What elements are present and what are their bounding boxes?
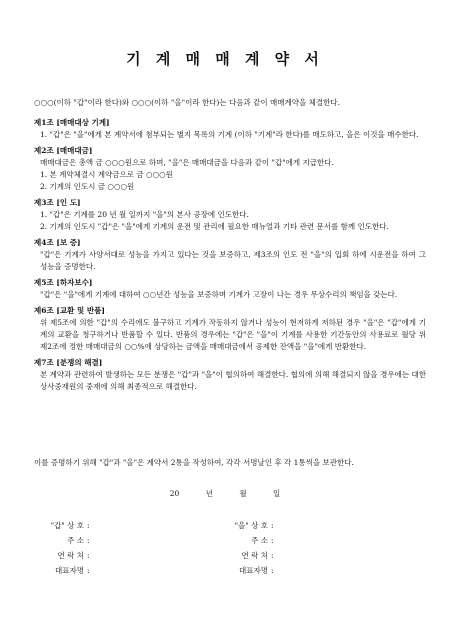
- document-title: 기 계 매 매 계 약 서: [126, 50, 324, 68]
- article-1-heading: 제1조 [매매대상 기계]: [34, 118, 110, 127]
- article-4-line-1: "갑"은 기계가 사양서대로 성능을 가지고 있다는 것을 보증하고, 제3조의 인도 전 "을"의 입회 하에 시운전을 하여 그 성능을 증명한다.: [40, 250, 426, 271]
- party-b-row: 대표자명 :: [218, 563, 274, 578]
- party-a-row: 대표자명 :: [34, 563, 90, 578]
- party-a-signature-block: [34, 518, 90, 578]
- party-b-contact-label: 연 락 처: [241, 551, 268, 560]
- article-4-heading: 제4조 [보 증]: [34, 238, 81, 247]
- article-5-line-1: "갑"은 "을"에게 기계에 대하여 ○○년간 성능을 보증하며 기계가 고장이 나는 경우 무상수리의 책임을 갖는다.: [40, 290, 398, 299]
- party-b-company-label: "을" 상 호: [234, 521, 268, 530]
- article-3-heading: 제3조 [인 도]: [34, 198, 81, 207]
- date-month-unit: 월: [239, 489, 247, 498]
- articles-body: [34, 113, 426, 393]
- party-a-representative-label: 대표자명: [55, 566, 84, 575]
- article-5-heading: 제5조 [하자보수]: [34, 278, 93, 287]
- article-6-line-1: 위 제5조에 의한 "갑"의 수리에도 불구하고 기계가 작동하지 않거나 성능이 현저하게 저하된 경우 "을"은 "갑"에게 기계의 교환을 청구하거나 반품할 수 있다. 반품의 경우에는 "갑"은 "을"이 기계를 사용한 기간동안의 사용료로 월당 위 제2조에 정한 매매대금의 ○○%에 상당하는 금액을 매매대금에서 공제한 잔액을 "을"에게 반환한다.: [40, 318, 426, 351]
- date-year-unit: 년: [205, 489, 213, 498]
- party-b-row: 주 소 :: [218, 533, 274, 548]
- article-2-heading: 제2조 [매매대금]: [34, 146, 93, 155]
- party-b-signature-block: [218, 518, 274, 578]
- party-b-row: 연 락 처 :: [218, 548, 274, 563]
- article-1-line-1: 1. "갑"은 "을"에게 본 계약서에 첨부되는 별지 목록의 기계 (이하 "기계"라 한다)를 매도하고, 을은 이것을 매수한다.: [40, 130, 419, 139]
- party-b-address-label: 주 소: [251, 536, 268, 545]
- article-2-line-1: 매매대금은 총액 금 ○○○원으로 하며, "을"은 매매대금을 다음과 같이 "갑"에게 지급한다.: [40, 158, 334, 167]
- article-2-line-3: 2. 기계의 인도시 금 ○○○원: [40, 182, 135, 191]
- signing-date: [0, 488, 450, 499]
- date-day-unit: 일: [272, 489, 281, 498]
- article-6-heading: 제6조 [교환 및 반품]: [34, 306, 105, 315]
- party-a-row: 연 락 처 :: [34, 548, 90, 563]
- party-a-row: "갑" 상 호 :: [34, 518, 90, 533]
- party-a-company-label: "갑" 상 호: [50, 521, 84, 530]
- intro-paragraph: ○○○(이하 "갑"이라 한다)와 ○○○(이하 "을"이라 한다)는 다음과 같이 매매계약을 체결한다.: [34, 98, 340, 107]
- party-a-row: 주 소 :: [34, 533, 90, 548]
- article-3-line-1: 1. "갑"은 기계를 20 년 월 일까지 "을"의 본사 공장에 인도한다.: [40, 210, 249, 219]
- party-b-representative-label: 대표자명: [239, 566, 268, 575]
- party-b-row: "을" 상 호 :: [218, 518, 274, 533]
- date-year: 20: [169, 489, 180, 498]
- article-2-line-2: 1. 본 계약체결시 계약금으로 금 ○○○원: [40, 170, 173, 179]
- article-3-line-2: 2. 기계의 인도시 "갑"은 "을"에게 기계의 운전 및 관리에 필요한 매뉴얼과 기타 관련 문서를 함께 인도한다.: [40, 222, 389, 231]
- closing-paragraph: 이를 증명하기 위해 "갑"과 "을"은 계약서 2통을 작성하여, 각각 서명날인 후 각 1통씩을 보관한다.: [34, 458, 354, 467]
- party-a-address-label: 주 소: [67, 536, 84, 545]
- article-7-line-1: 본 계약과 관련하여 발생하는 모든 분쟁은 "갑"과 "을"이 협의하여 해결한다. 협의에 의해 해결되지 않을 경우에는 대한상사중재원의 중재에 의해 최종적으로 해결한다.: [40, 370, 426, 391]
- article-7-heading: 제7조 [분쟁의 해결]: [34, 358, 103, 367]
- party-a-contact-label: 연 락 처: [57, 551, 84, 560]
